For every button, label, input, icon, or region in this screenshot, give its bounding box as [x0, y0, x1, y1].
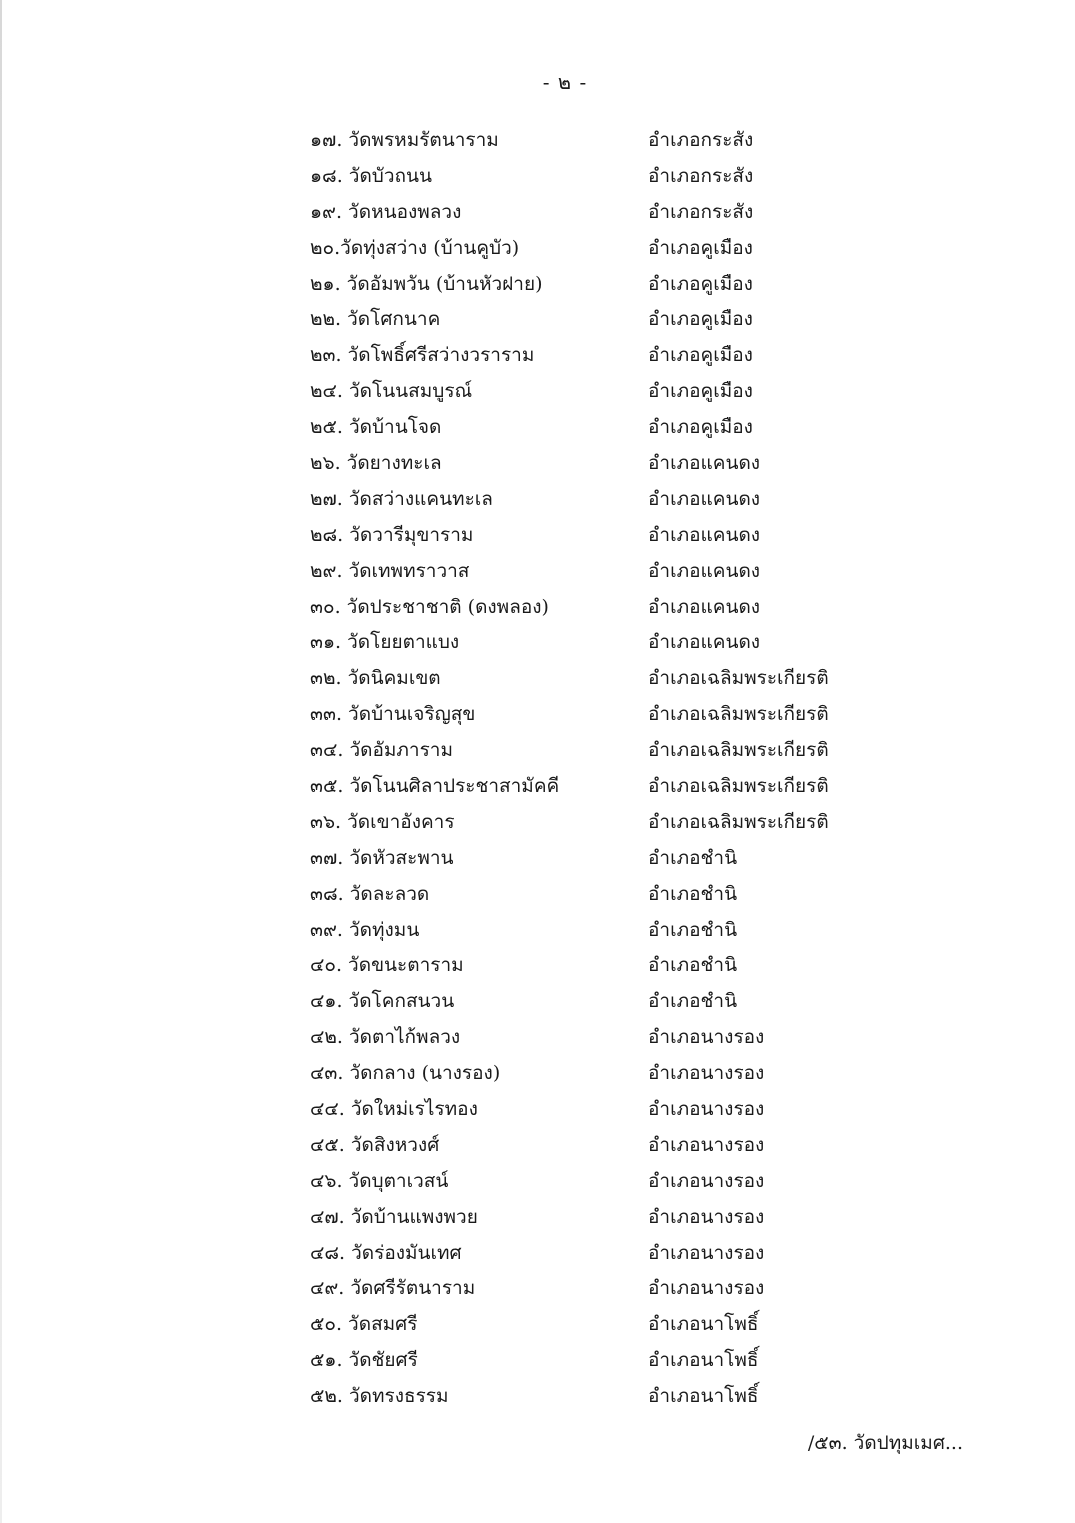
list-item	[310, 768, 870, 804]
district-name: อำเภอนางรอง	[648, 1205, 765, 1228]
temple-name: ๓๒. วัดนิคมเขต	[310, 667, 441, 690]
list-item	[310, 1271, 870, 1307]
district-name: อำเภอเฉลิมพระเกียรติ	[648, 810, 829, 833]
district-name: อำเภอคูเมือง	[648, 416, 753, 439]
temple-name: ๒๖. วัดยางทะเล	[310, 451, 442, 474]
continuation-note: /๕๓. วัดปทุมเมศ...	[807, 1432, 963, 1454]
list-item	[310, 1127, 870, 1163]
list-item	[310, 1199, 870, 1235]
list-item	[310, 445, 870, 481]
district-name: อำเภอแคนดง	[648, 631, 761, 654]
district-name: อำเภอนางรอง	[648, 1026, 765, 1049]
list-item	[310, 840, 870, 876]
district-name: อำเภอแคนดง	[648, 595, 761, 618]
temple-name: ๔๗. วัดบ้านแพงพวย	[310, 1205, 478, 1228]
temple-name: ๔๔. วัดใหม่เรไรทอง	[310, 1097, 478, 1120]
temple-name: ๓๙. วัดทุ่งมน	[310, 918, 420, 941]
district-name: อำเภอเฉลิมพระเกียรติ	[648, 774, 829, 797]
temple-name: ๓๗. วัดหัวสะพาน	[310, 846, 454, 869]
list-item	[310, 912, 870, 948]
district-name: อำเภอแคนดง	[648, 523, 761, 546]
district-name: อำเภอชำนิ	[648, 990, 738, 1013]
district-name: อำเภอคูเมือง	[648, 272, 753, 295]
temple-name: ๔๘. วัดร่องมันเทศ	[310, 1241, 462, 1264]
district-name: อำเภอคูเมือง	[648, 380, 753, 403]
list-item	[310, 481, 870, 517]
temple-name: ๔๖. วัดบุตาเวสน์	[310, 1169, 449, 1192]
temple-name: ๑๙. วัดหนองพลวง	[310, 200, 462, 223]
district-name: อำเภอเฉลิมพระเกียรติ	[648, 703, 829, 726]
district-name: อำเภอนาโพธิ์	[648, 1385, 759, 1408]
list-item	[310, 589, 870, 625]
temple-name: ๔๐. วัดขนะตาราม	[310, 954, 464, 977]
temple-name: ๑๗. วัดพรหมรัตนาราม	[310, 128, 499, 151]
temple-name: ๓๓. วัดบ้านเจริญสุข	[310, 703, 476, 726]
temple-name: ๒๑. วัดอัมพวัน (บ้านหัวฝาย)	[310, 272, 543, 295]
list-item	[310, 409, 870, 445]
list-item	[310, 1306, 870, 1342]
district-name: อำเภอชำนิ	[648, 882, 738, 905]
district-name: อำเภอนางรอง	[648, 1169, 765, 1192]
temple-name: ๔๑. วัดโคกสนวน	[310, 990, 455, 1013]
temple-name: ๒๗. วัดสว่างแคนทะเล	[310, 487, 493, 510]
temple-name: ๓๘. วัดละลวด	[310, 882, 430, 905]
list-item	[310, 983, 870, 1019]
district-name: อำเภอเฉลิมพระเกียรติ	[648, 667, 829, 690]
list-item	[310, 373, 870, 409]
temple-name: ๕๑. วัดชัยศรี	[310, 1349, 418, 1372]
list-item	[310, 230, 870, 266]
temple-name: ๔๓. วัดกลาง (นางรอง)	[310, 1062, 501, 1085]
district-name: อำเภอนางรอง	[648, 1277, 765, 1300]
list-item	[310, 194, 870, 230]
temple-name: ๒๙. วัดเทพทราวาส	[310, 559, 470, 582]
temple-name: ๒๓. วัดโพธิ์ศรีสว่างวราราม	[310, 344, 535, 367]
temple-name: ๑๘. วัดบัวถนน	[310, 164, 433, 187]
list-item	[310, 1019, 870, 1055]
scan-edge	[0, 0, 2, 1523]
temple-name: ๒๒. วัดโศกนาค	[310, 308, 441, 331]
district-name: อำเภอกระสัง	[648, 128, 754, 151]
district-name: อำเภอนาโพธิ์	[648, 1349, 759, 1372]
list-item	[310, 660, 870, 696]
list-item	[310, 1378, 870, 1414]
list-item	[310, 1055, 870, 1091]
temple-list	[310, 122, 870, 1414]
district-name: อำเภอกระสัง	[648, 200, 754, 223]
list-item	[310, 947, 870, 983]
temple-name: ๕๐. วัดสมศรี	[310, 1313, 418, 1336]
temple-name: ๓๕. วัดโนนศิลาประชาสามัคคี	[310, 774, 560, 797]
district-name: อำเภอนางรอง	[648, 1133, 765, 1156]
district-name: อำเภอชำนิ	[648, 954, 738, 977]
temple-name: ๕๒. วัดทรงธรรม	[310, 1385, 449, 1408]
list-item	[310, 266, 870, 302]
list-item	[310, 122, 870, 158]
temple-name: ๓๖. วัดเขาอังคาร	[310, 810, 455, 833]
list-item	[310, 158, 870, 194]
district-name: อำเภอกระสัง	[648, 164, 754, 187]
list-item	[310, 624, 870, 660]
temple-name: ๔๒. วัดตาไก้พลวง	[310, 1026, 461, 1049]
list-item	[310, 553, 870, 589]
list-item	[310, 732, 870, 768]
district-name: อำเภอแคนดง	[648, 487, 761, 510]
district-name: อำเภอคูเมือง	[648, 344, 753, 367]
list-item	[310, 337, 870, 373]
list-item	[310, 804, 870, 840]
temple-name: ๔๕. วัดสิงหวงศ์	[310, 1133, 440, 1156]
district-name: อำเภอแคนดง	[648, 559, 761, 582]
temple-name: ๒๘. วัดวารีมุขาราม	[310, 523, 474, 546]
list-item	[310, 517, 870, 553]
district-name: อำเภอคูเมือง	[648, 236, 753, 259]
district-name: อำเภอคูเมือง	[648, 308, 753, 331]
list-item	[310, 1163, 870, 1199]
page-number: - ๒ -	[542, 70, 588, 94]
district-name: อำเภอแคนดง	[648, 451, 761, 474]
temple-name: ๒๐.วัดทุ่งสว่าง (บ้านคูบัว)	[310, 236, 520, 259]
list-item	[310, 1091, 870, 1127]
district-name: อำเภอนางรอง	[648, 1097, 765, 1120]
district-name: อำเภอนางรอง	[648, 1062, 765, 1085]
list-item	[310, 1235, 870, 1271]
district-name: อำเภอชำนิ	[648, 846, 738, 869]
district-name: อำเภอนางรอง	[648, 1241, 765, 1264]
temple-name: ๓๔. วัดอัมภาราม	[310, 739, 453, 762]
list-item	[310, 696, 870, 732]
district-name: อำเภอเฉลิมพระเกียรติ	[648, 739, 829, 762]
temple-name: ๔๙. วัดศรีรัตนาราม	[310, 1277, 476, 1300]
temple-name: ๒๕. วัดบ้านโจด	[310, 416, 442, 439]
list-item	[310, 1342, 870, 1378]
temple-name: ๓๑. วัดโยยตาแบง	[310, 631, 460, 654]
list-item	[310, 876, 870, 912]
list-item	[310, 301, 870, 337]
district-name: อำเภอชำนิ	[648, 918, 738, 941]
temple-name: ๓๐. วัดประชาชาติ (ดงพลอง)	[310, 595, 549, 618]
district-name: อำเภอนาโพธิ์	[648, 1313, 759, 1336]
temple-name: ๒๔. วัดโนนสมบูรณ์	[310, 380, 473, 403]
